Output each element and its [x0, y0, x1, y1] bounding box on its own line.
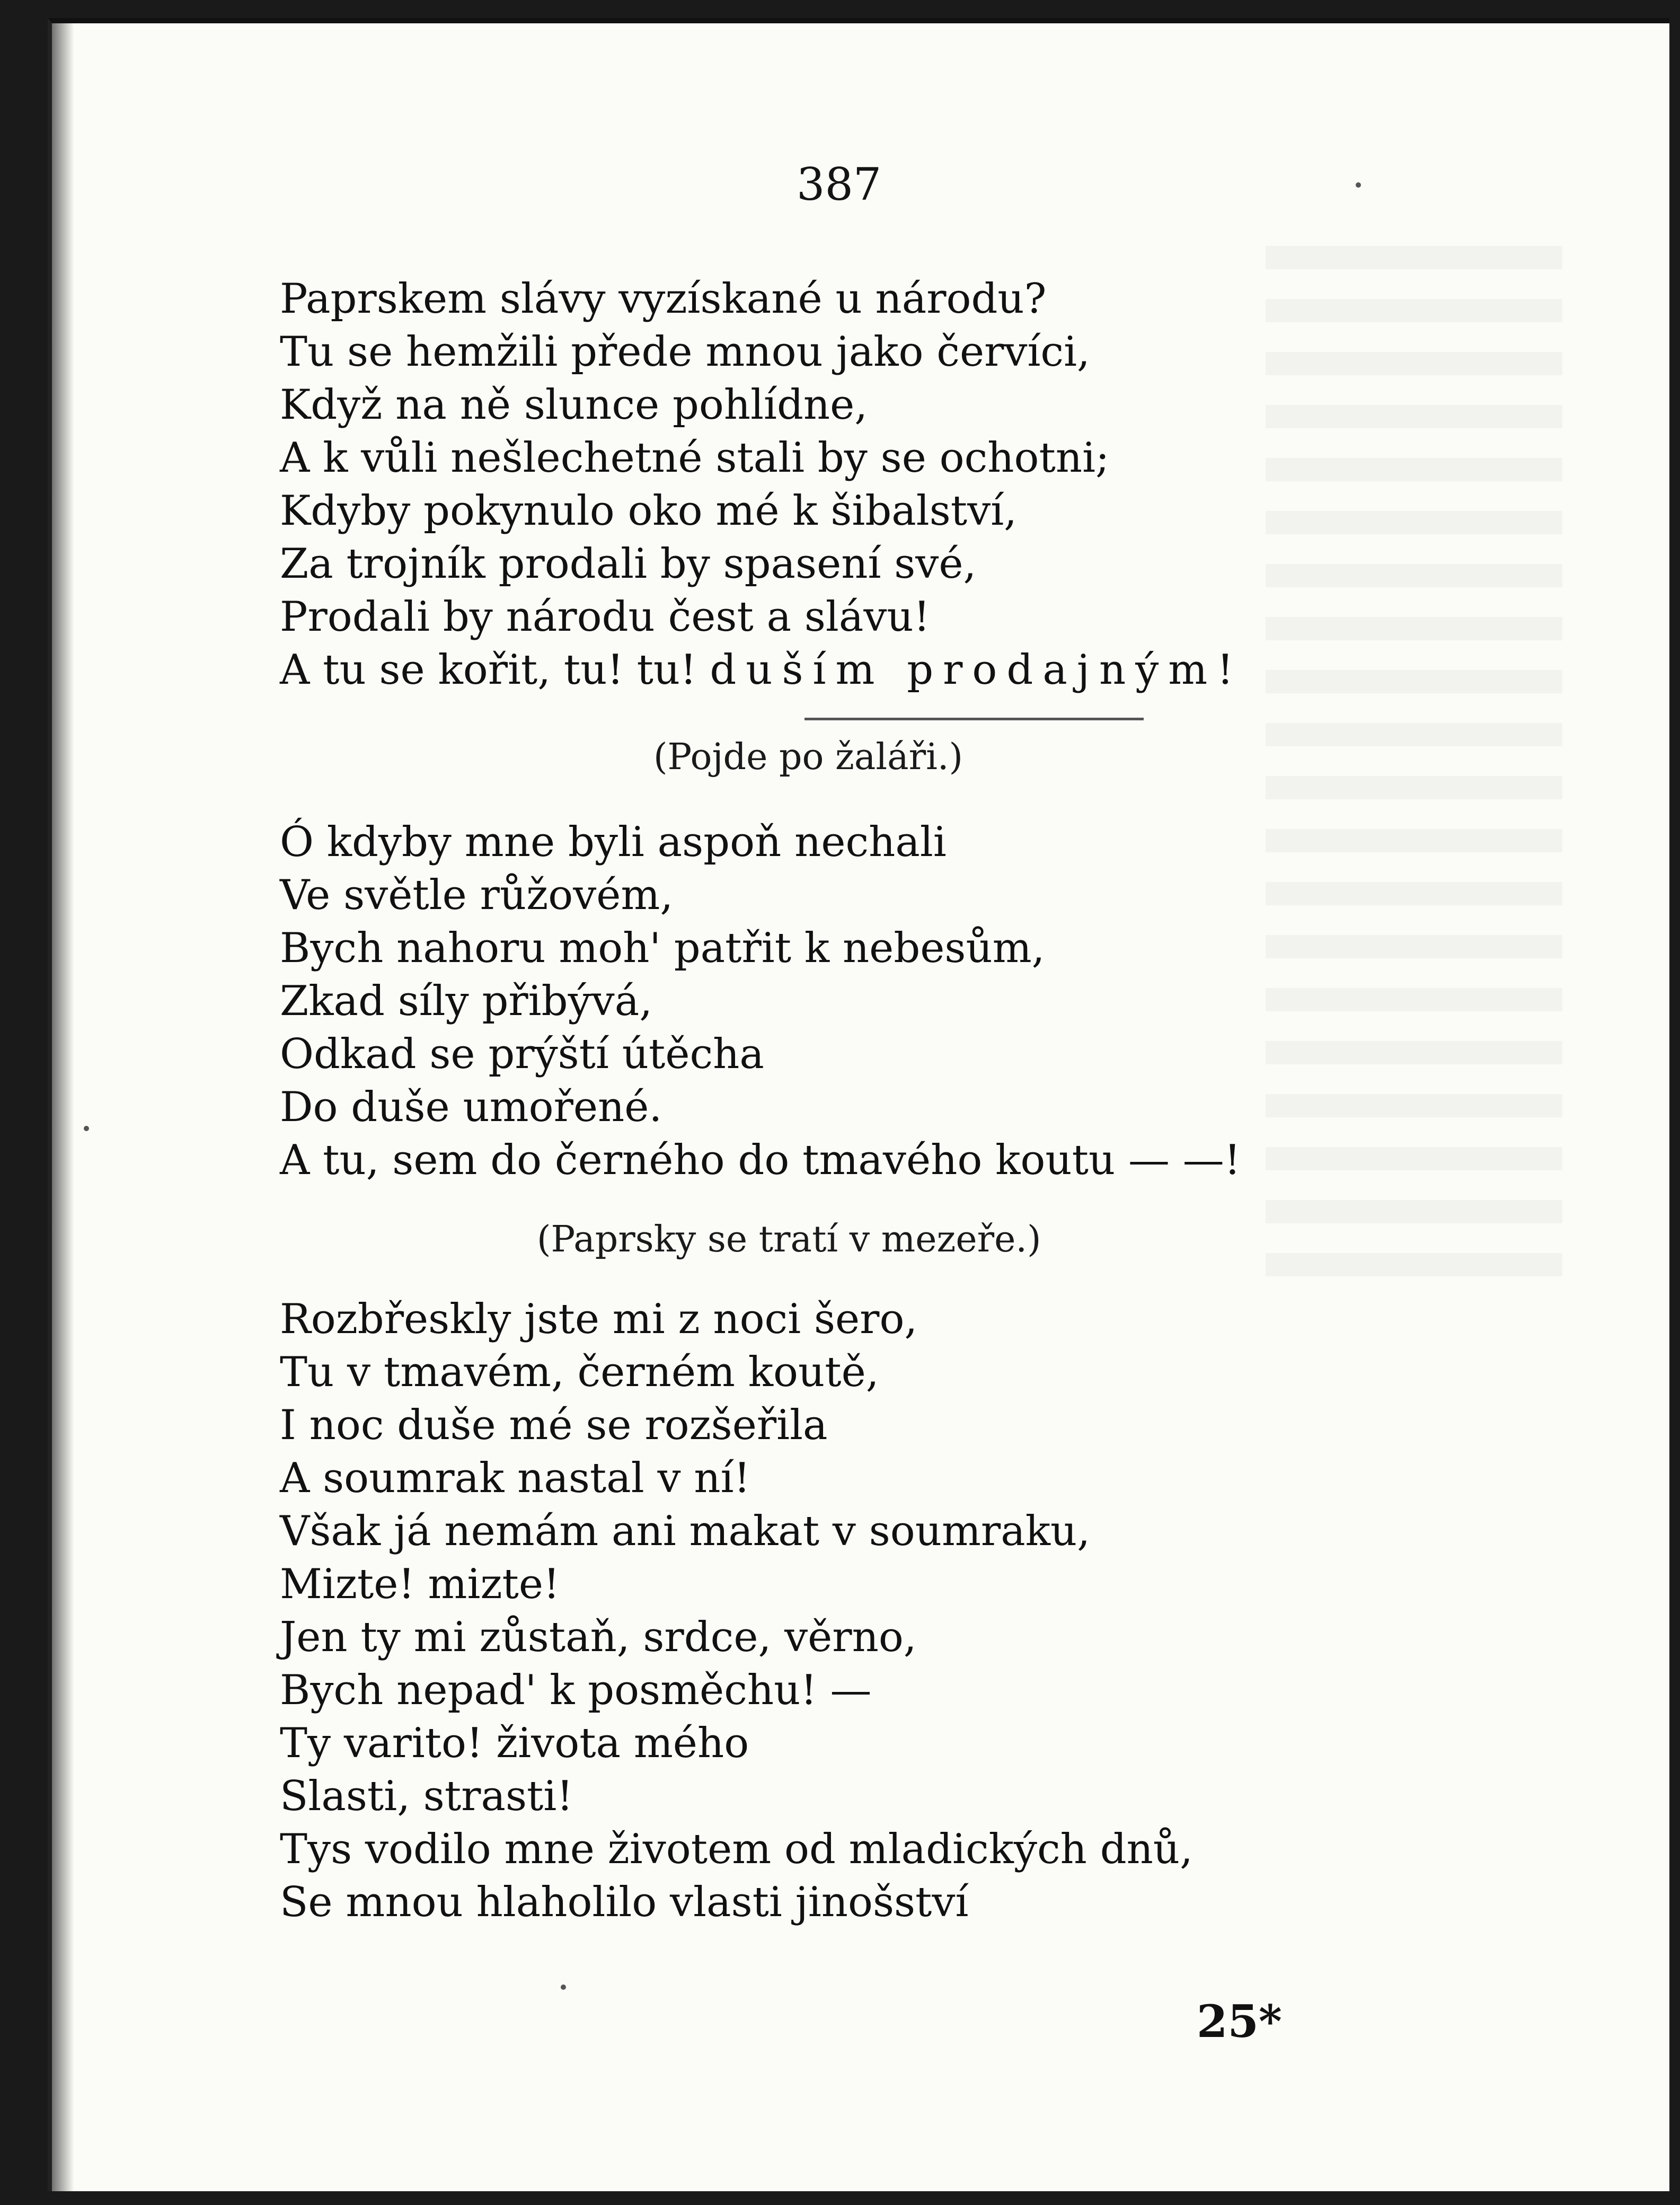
verse-line: Prodali by národu čest a slávu! [280, 593, 931, 641]
verse-line: A tu, sem do černého do tmavého koutu — —! [280, 1136, 1241, 1184]
verse-line: Slasti, strasti! [280, 1772, 573, 1820]
verse-line: Tu v tmavém, černém koutě, [280, 1348, 879, 1396]
verse-line: Kdyby pokynulo oko mé k šibalství, [280, 487, 1017, 535]
verse-line: Rozbřeskly jste mi z noci šero, [280, 1295, 918, 1343]
verse-line: Tys vodilo mne životem od mladických dnů, [280, 1825, 1193, 1873]
stage-direction: (Pojde po žaláři.) [653, 736, 963, 778]
stage-direction: (Paprsky se tratí v mezeře.) [537, 1219, 1041, 1260]
verse-line: Do duše umořené. [280, 1083, 662, 1131]
verse-line: A soumrak nastal v ní! [280, 1454, 750, 1502]
book-page [48, 18, 1669, 2191]
verse-line: Se mnou hlaholilo vlasti jinošství [280, 1878, 969, 1926]
verse-line: Bych nepad' k posměchu! — [280, 1666, 872, 1714]
speck [1356, 182, 1361, 188]
verse-line: Mizte! mizte! [280, 1560, 560, 1608]
stanza-3 [280, 1293, 1193, 1929]
stanza-1 [280, 272, 1243, 696]
speck [561, 1984, 566, 1990]
verse-line: Však já nemám ani makat v soumraku, [280, 1507, 1090, 1555]
verse-line: I noc duše mé se rozšeřila [280, 1401, 828, 1449]
verse-line: Zkad síly přibývá, [280, 977, 652, 1025]
verse-line: Bych nahoru moh' patřit k nebesům, [280, 924, 1045, 972]
verse-line: Ve světle růžovém, [280, 871, 674, 919]
binding-shadow [52, 23, 74, 2191]
page-number: 387 [797, 158, 882, 210]
divider-rule [804, 718, 1144, 720]
show-through-text [1266, 246, 1562, 1285]
verse-line: Odkad se prýští útěcha [280, 1030, 764, 1078]
verse-line-prefix: A tu se kořit, tu! tu! [280, 646, 710, 694]
verse-line: Ty varito! života mého [280, 1719, 749, 1767]
verse-line: A k vůli nešlechetné stali by se ochotni; [280, 434, 1110, 482]
verse-line: Paprskem slávy vyzískané u národu? [280, 275, 1047, 323]
verse-line: Ó kdyby mne byli aspoň nechali [280, 818, 947, 866]
signature-mark: 25* [1197, 1995, 1282, 2048]
speck [84, 1126, 89, 1131]
verse-line [280, 643, 1243, 696]
verse-line: Za trojník prodali by spasení své, [280, 540, 977, 588]
verse-line: Když na ně slunce pohlídne, [280, 381, 868, 429]
verse-line: Jen ty mi zůstaň, srdce, věrno, [280, 1613, 917, 1661]
verse-line-emphasis: duším prodajným! [710, 646, 1243, 694]
verse-line: Tu se hemžili přede mnou jako červíci, [280, 328, 1090, 376]
stanza-2 [280, 816, 1241, 1187]
